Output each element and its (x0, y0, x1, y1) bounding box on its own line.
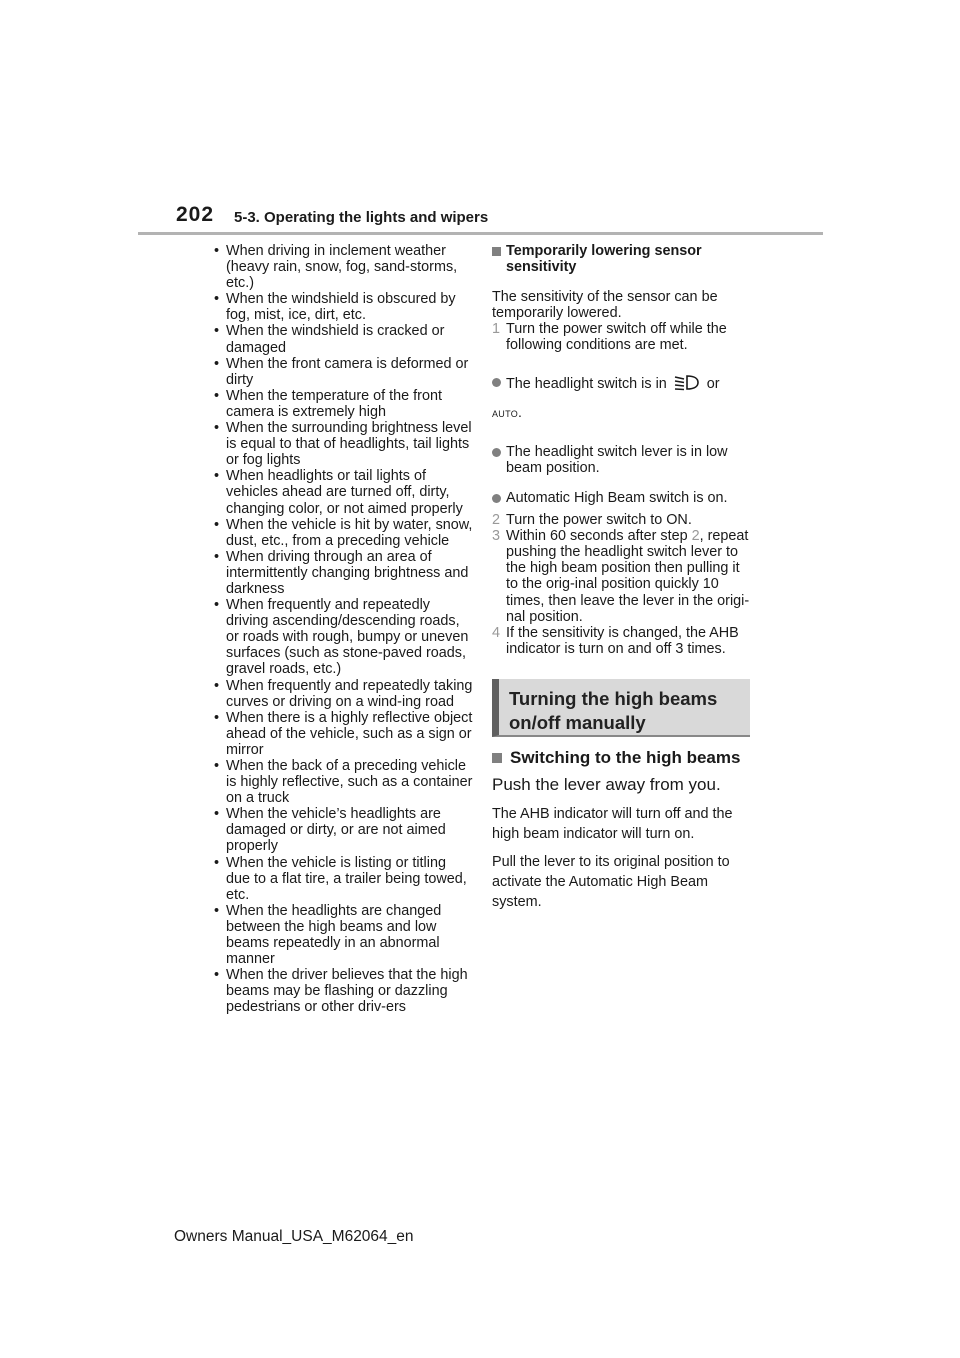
circle-bullet-icon (492, 494, 501, 503)
step-2 (492, 512, 754, 528)
list-item: • When driving in inclement weather (heavy rain, snow, fog, sand-storms, etc.) (211, 243, 473, 291)
list-item: • When the front camera is deformed or dirty (211, 356, 473, 388)
list-item: • When the windshield is obscured by fog, mist, ice, dirt, etc. (211, 291, 473, 323)
circle-bullet-icon (492, 378, 501, 387)
condition-item (492, 444, 754, 476)
step-text-cont: , repeat pushing the headlight switch lever to the high beam position then pulling it to the orig-inal position quickly 10 times, then leave the lever in the origi-nal position. (506, 528, 750, 625)
step-text: Turn the power switch off while the following conditions are met. (506, 321, 727, 354)
condition-text-suffix: or (706, 375, 720, 392)
push-instruction: Push the lever away from you. (492, 774, 721, 794)
ahb-off-text: The AHB indicator will turn off and the high beam indicator will turn on. (492, 805, 733, 842)
list-item: • When driving through an area of intermittently changing brightness and darkness (211, 549, 473, 597)
list-item: • When the surrounding brightness level is equal to that of headlights, tail lights or fog lights (211, 420, 473, 468)
condition-text: The headlight switch lever is in low beam position. (506, 443, 728, 476)
auto-period: . (518, 403, 523, 420)
step-4 (492, 625, 754, 657)
list-item: • When the windshield is cracked or damaged (211, 323, 473, 355)
page-number: 202 (176, 203, 215, 226)
section-title-box: Turning the high beams on/off manually (492, 679, 750, 737)
circle-bullet-icon (492, 448, 501, 457)
list-item: • When the vehicle is listing or titling due to a flat tire, a trailer being towed, etc. (211, 855, 473, 903)
auto-icon: AUTO (492, 408, 519, 419)
page-header (176, 203, 822, 235)
step-text: Turn the power switch to ON. (506, 512, 692, 529)
list-item: • When frequently and repeatedly driving ascending/descending roads, or roads with rough, bumpy or uneven surfaces (such as stone-paved roads, gravel roads, etc.) (211, 597, 473, 677)
step-number: 3 (492, 528, 501, 545)
sensitivity-intro: The sensitivity of the sensor can be temporarily lowered. (492, 289, 718, 322)
right-column (492, 243, 754, 912)
pull-instruction: Pull the lever to its original position to activate the Automatic High Beam system. (492, 853, 730, 910)
square-bullet-icon (492, 753, 502, 763)
list-item: • When the headlights are changed between the high beams and low beams repeatedly in an abnormal manner (211, 903, 473, 967)
step-number: 4 (492, 624, 501, 641)
sensitivity-heading (492, 243, 754, 275)
step-reference: 2 (691, 528, 700, 545)
list-item: • When there is a highly reflective object ahead of the vehicle, such as a sign or mirror (211, 710, 473, 758)
left-column (211, 243, 473, 1016)
step-3 (492, 528, 754, 625)
step-number: 1 (492, 321, 501, 338)
list-item: • When the vehicle is hit by water, snow, dust, etc., from a preceding vehicle (211, 517, 473, 549)
condition-text: Automatic High Beam switch is on. (506, 489, 728, 506)
list-item: • When the back of a preceding vehicle is highly reflective, such as a container on a truck (211, 758, 473, 806)
header-rule (138, 232, 823, 235)
list-item: • When the vehicle’s headlights are damaged or dirty, or are not aimed properly (211, 806, 473, 854)
switching-heading-text: Switching to the high beams (510, 747, 741, 767)
step-text: Within 60 seconds after step (506, 528, 688, 545)
list-item: • When frequently and repeatedly taking curves or driving on a wind-ing road (211, 678, 473, 710)
switching-heading (492, 747, 754, 769)
section-title: 5-3. Operating the lights and wipers (234, 209, 489, 226)
step-text: If the sensitivity is changed, the AHB indicator is turn on and off 3 times. (506, 624, 739, 657)
step-number: 2 (492, 512, 501, 529)
list-item: • When the driver believes that the high beams may be flashing or dazzling pedestrians or other driv-ers (211, 967, 473, 1015)
step-1 (492, 321, 754, 353)
list-item: • When the temperature of the front camera is extremely high (211, 388, 473, 420)
headlight-low-beam-icon (673, 374, 701, 391)
sensitivity-heading-text: Temporarily lowering sensor sensitivity (506, 243, 702, 276)
square-bullet-icon (492, 247, 501, 256)
condition-item (492, 374, 754, 392)
auto-position (492, 404, 754, 422)
condition-item (492, 490, 754, 506)
condition-text: The headlight switch is in (506, 375, 667, 392)
footer-manual-id: Owners Manual_USA_M62064_en (174, 1228, 414, 1245)
list-item: • When headlights or tail lights of vehicles ahead are turned off, dirty, changing color, or not aimed properly (211, 468, 473, 516)
